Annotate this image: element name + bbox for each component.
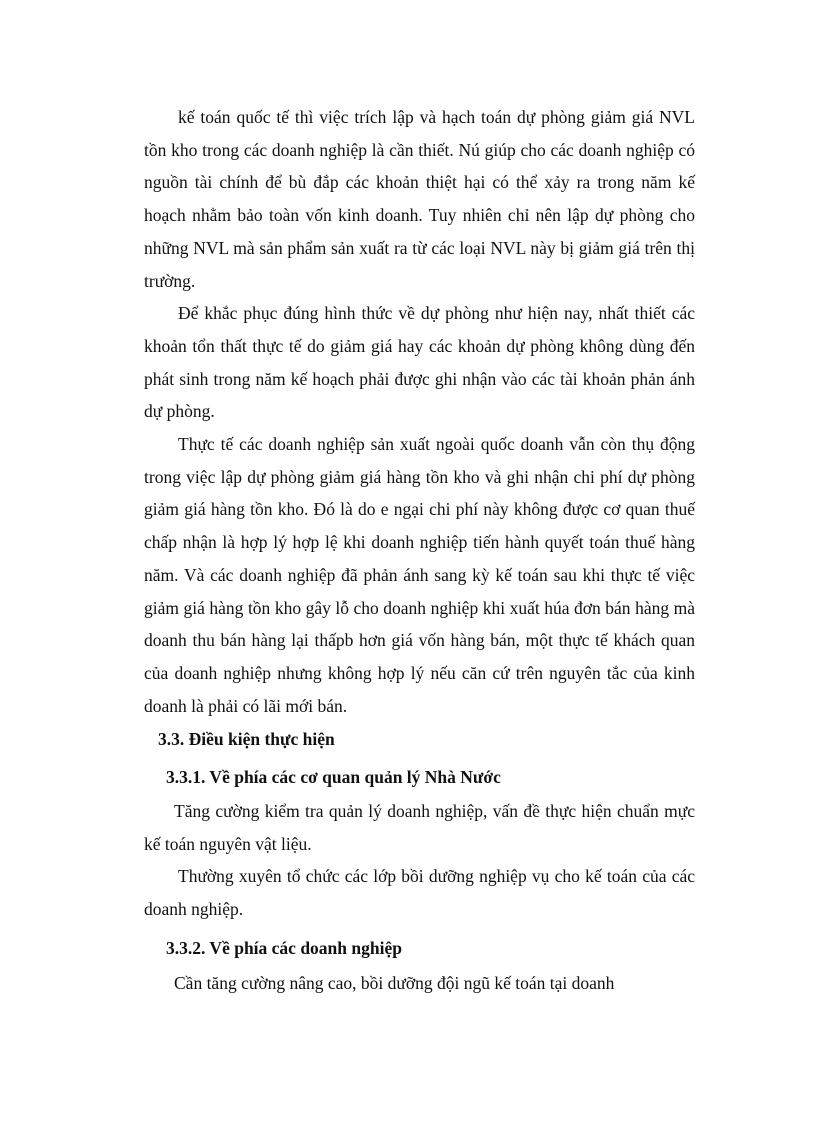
- body-section-1: [144, 101, 695, 722]
- paragraph-1: kế toán quốc tế thì việc trích lập và hạch toán dự phòng giảm giá NVL tồn kho trong các doanh nghiệp là cần thiết. Nú giúp cho các doanh nghiệp có nguồn tài chính để bù đắp các khoản thiệt hại có thể xảy ra trong năm kế hoạch nhằm bảo toàn vốn kinh doanh. Tuy nhiên chỉ nên lập dự phòng cho những NVL mà sản phẩm sản xuất ra từ các loại NVL này bị giảm giá trên thị trường.: [144, 107, 695, 291]
- paragraph-2: Để khắc phục đúng hình thức về dự phòng như hiện nay, nhất thiết các khoản tổn thất thực tế do giảm giá hay các khoản dự phòng không dùng đến phát sinh trong năm kế hoạch phải được ghi nhận vào các tài khoản phản ánh dự phòng.: [144, 303, 695, 422]
- body-section-3: [144, 967, 695, 1000]
- heading-3-3-2: 3.3.2. Về phía các doanh nghiệp: [166, 938, 402, 958]
- heading-3-3-1: 3.3.1. Về phía các cơ quan quản lý Nhà Nước: [166, 767, 501, 787]
- sub2-paragraph: Cần tăng cường nâng cao, bồi dưỡng đội ngũ kế toán tại doanh: [174, 973, 615, 993]
- sub1-paragraph-1: Tăng cường kiểm tra quản lý doanh nghiệp, vấn đề thực hiện chuẩn mực kế toán nguyên vật liệu.: [144, 801, 695, 854]
- body-section-2: [144, 795, 695, 926]
- sub1-paragraph-2: Thường xuyên tổ chức các lớp bồi dưỡng nghiệp vụ cho kế toán của các doanh nghiệp.: [144, 866, 695, 920]
- paragraph-3: Thực tế các doanh nghiệp sản xuất ngoài quốc doanh vẫn còn thụ động trong việc lập dự phòng giảm giá hàng tồn kho và ghi nhận chi phí dự phòng giảm giá hàng tồn kho. Đó là do e ngại chi phí này không được cơ quan thuế chấp nhận là hợp lý hợp lệ khi doanh nghiệp tiến hành quyết toán thuế hàng năm. Và các doanh nghiệp đã phản ánh sang kỳ kế toán sau khi thực tế việc giảm giá hàng tồn kho gây lỗ cho doanh nghiệp khi xuất húa đơn bán hàng mà doanh thu bán hàng lại thấpb hơn giá vốn hàng bán, một thực tế khách quan của doanh nghiệp nhưng không hợp lý nếu căn cứ trên nguyên tắc của kinh doanh là phải có lãi mới bán.: [144, 434, 695, 716]
- heading-3-3: 3.3. Điều kiện thực hiện: [158, 729, 335, 749]
